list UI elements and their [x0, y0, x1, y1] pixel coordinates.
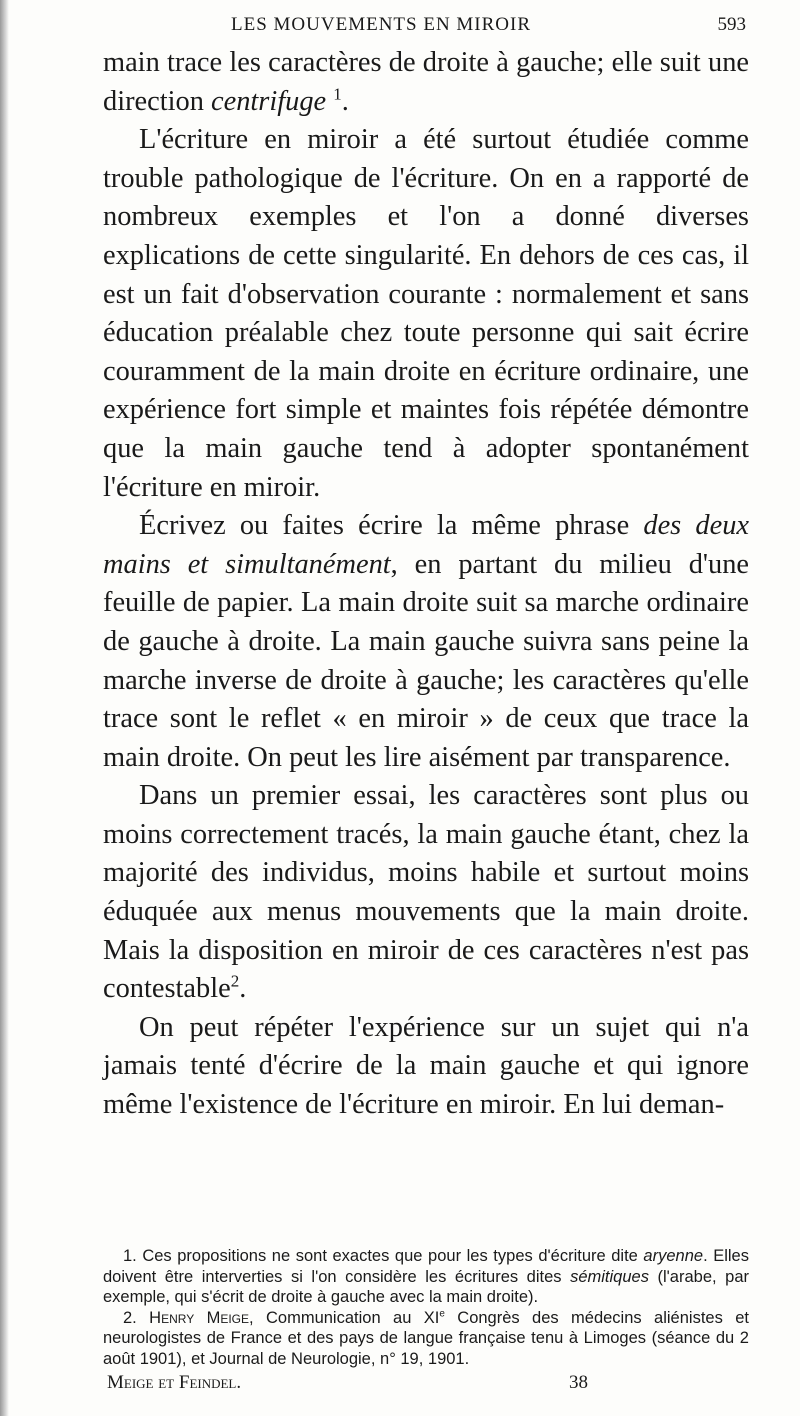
- paragraph-3: Écrivez ou faites écrire la même phrase des deux mains et simultanément, en partant du milieu d'une feuille de papier. La main droite suit sa marche ordinaire de gauche à droite. La main gauche suivra sans peine la marche inverse de droite à gauche; les caractères qu'elle trace sont le reflet « en miroir » de ceux que trace la main droite. On peut les lire aisément par transparence.: [103, 510, 749, 773]
- paragraph-1: main trace les caractères de droite à gauche; elle suit une direction centrifuge $^1$.: [103, 47, 749, 117]
- footnote-ref-2: 2: [230, 971, 240, 991]
- emphasis-centrifuge: centrifuge: [211, 85, 327, 117]
- signature-authors: Meige et Feindel.: [107, 1372, 242, 1393]
- binding-edge-shadow: [0, 0, 9, 1416]
- footnote-1: 1. Ces propositions ne sont exactes que pour les types d'écriture dite aryenne. Elles doivent être interverties si l'on considère les écritures dites sémitiques (l'arabe, par exemple, qui s'écrit de droite à gauche avec la main droite).: [103, 1247, 749, 1306]
- signature-number: 38: [569, 1372, 588, 1393]
- body-text: [103, 44, 749, 1125]
- paragraph-2: L'écriture en miroir a été surtout étudiée comme trouble pathologique de l'écriture. On en a rapporté de nombreux exemples et l'on a donné diverses explications de cette singularité. En dehors de ces cas, il est un fait d'observation courante : normalement et sans éducation préalable chez toute personne qui sait écrire couramment de la main droite en écriture ordinaire, une expérience fort simple et maintes fois répétée démontre que la main gauche tend à adopter spontanément l'écriture en miroir.: [103, 124, 749, 503]
- paragraph-4: Dans un premier essai, les caractères sont plus ou moins correctement tracés, la main gauche étant, chez la majorité des individus, moins habile et surtout moins éduquée aux menus mouvements que la main droite. Mais la disposition en miroir de ces caractères n'est pas contestable$^2$.: [103, 780, 749, 1005]
- footnotes: [103, 1246, 749, 1369]
- printer-signature: [103, 1372, 749, 1398]
- running-header: [103, 14, 746, 44]
- footnote-ref-1: 1: [333, 84, 342, 104]
- page-number: 593: [717, 14, 746, 35]
- running-title: LES MOUVEMENTS EN MIROIR: [231, 14, 532, 35]
- emphasis-deux-mains: des deux mains et simultanément: [103, 510, 749, 580]
- footnote-2: 2. Henry Meige, Communication au XIe Congrès des médecins aliénistes et neurologistes de France et des pays de langue française tenu à Limoges (séance du 2 août 1901), et Journal de Neurologie, n° 19, 1901.: [103, 1308, 749, 1368]
- paragraph-5: On peut répéter l'expérience sur un sujet qui n'a jamais tenté d'écrire de la main gauche et qui ignore même l'existence de l'écriture en miroir. En lui deman-: [103, 1011, 749, 1121]
